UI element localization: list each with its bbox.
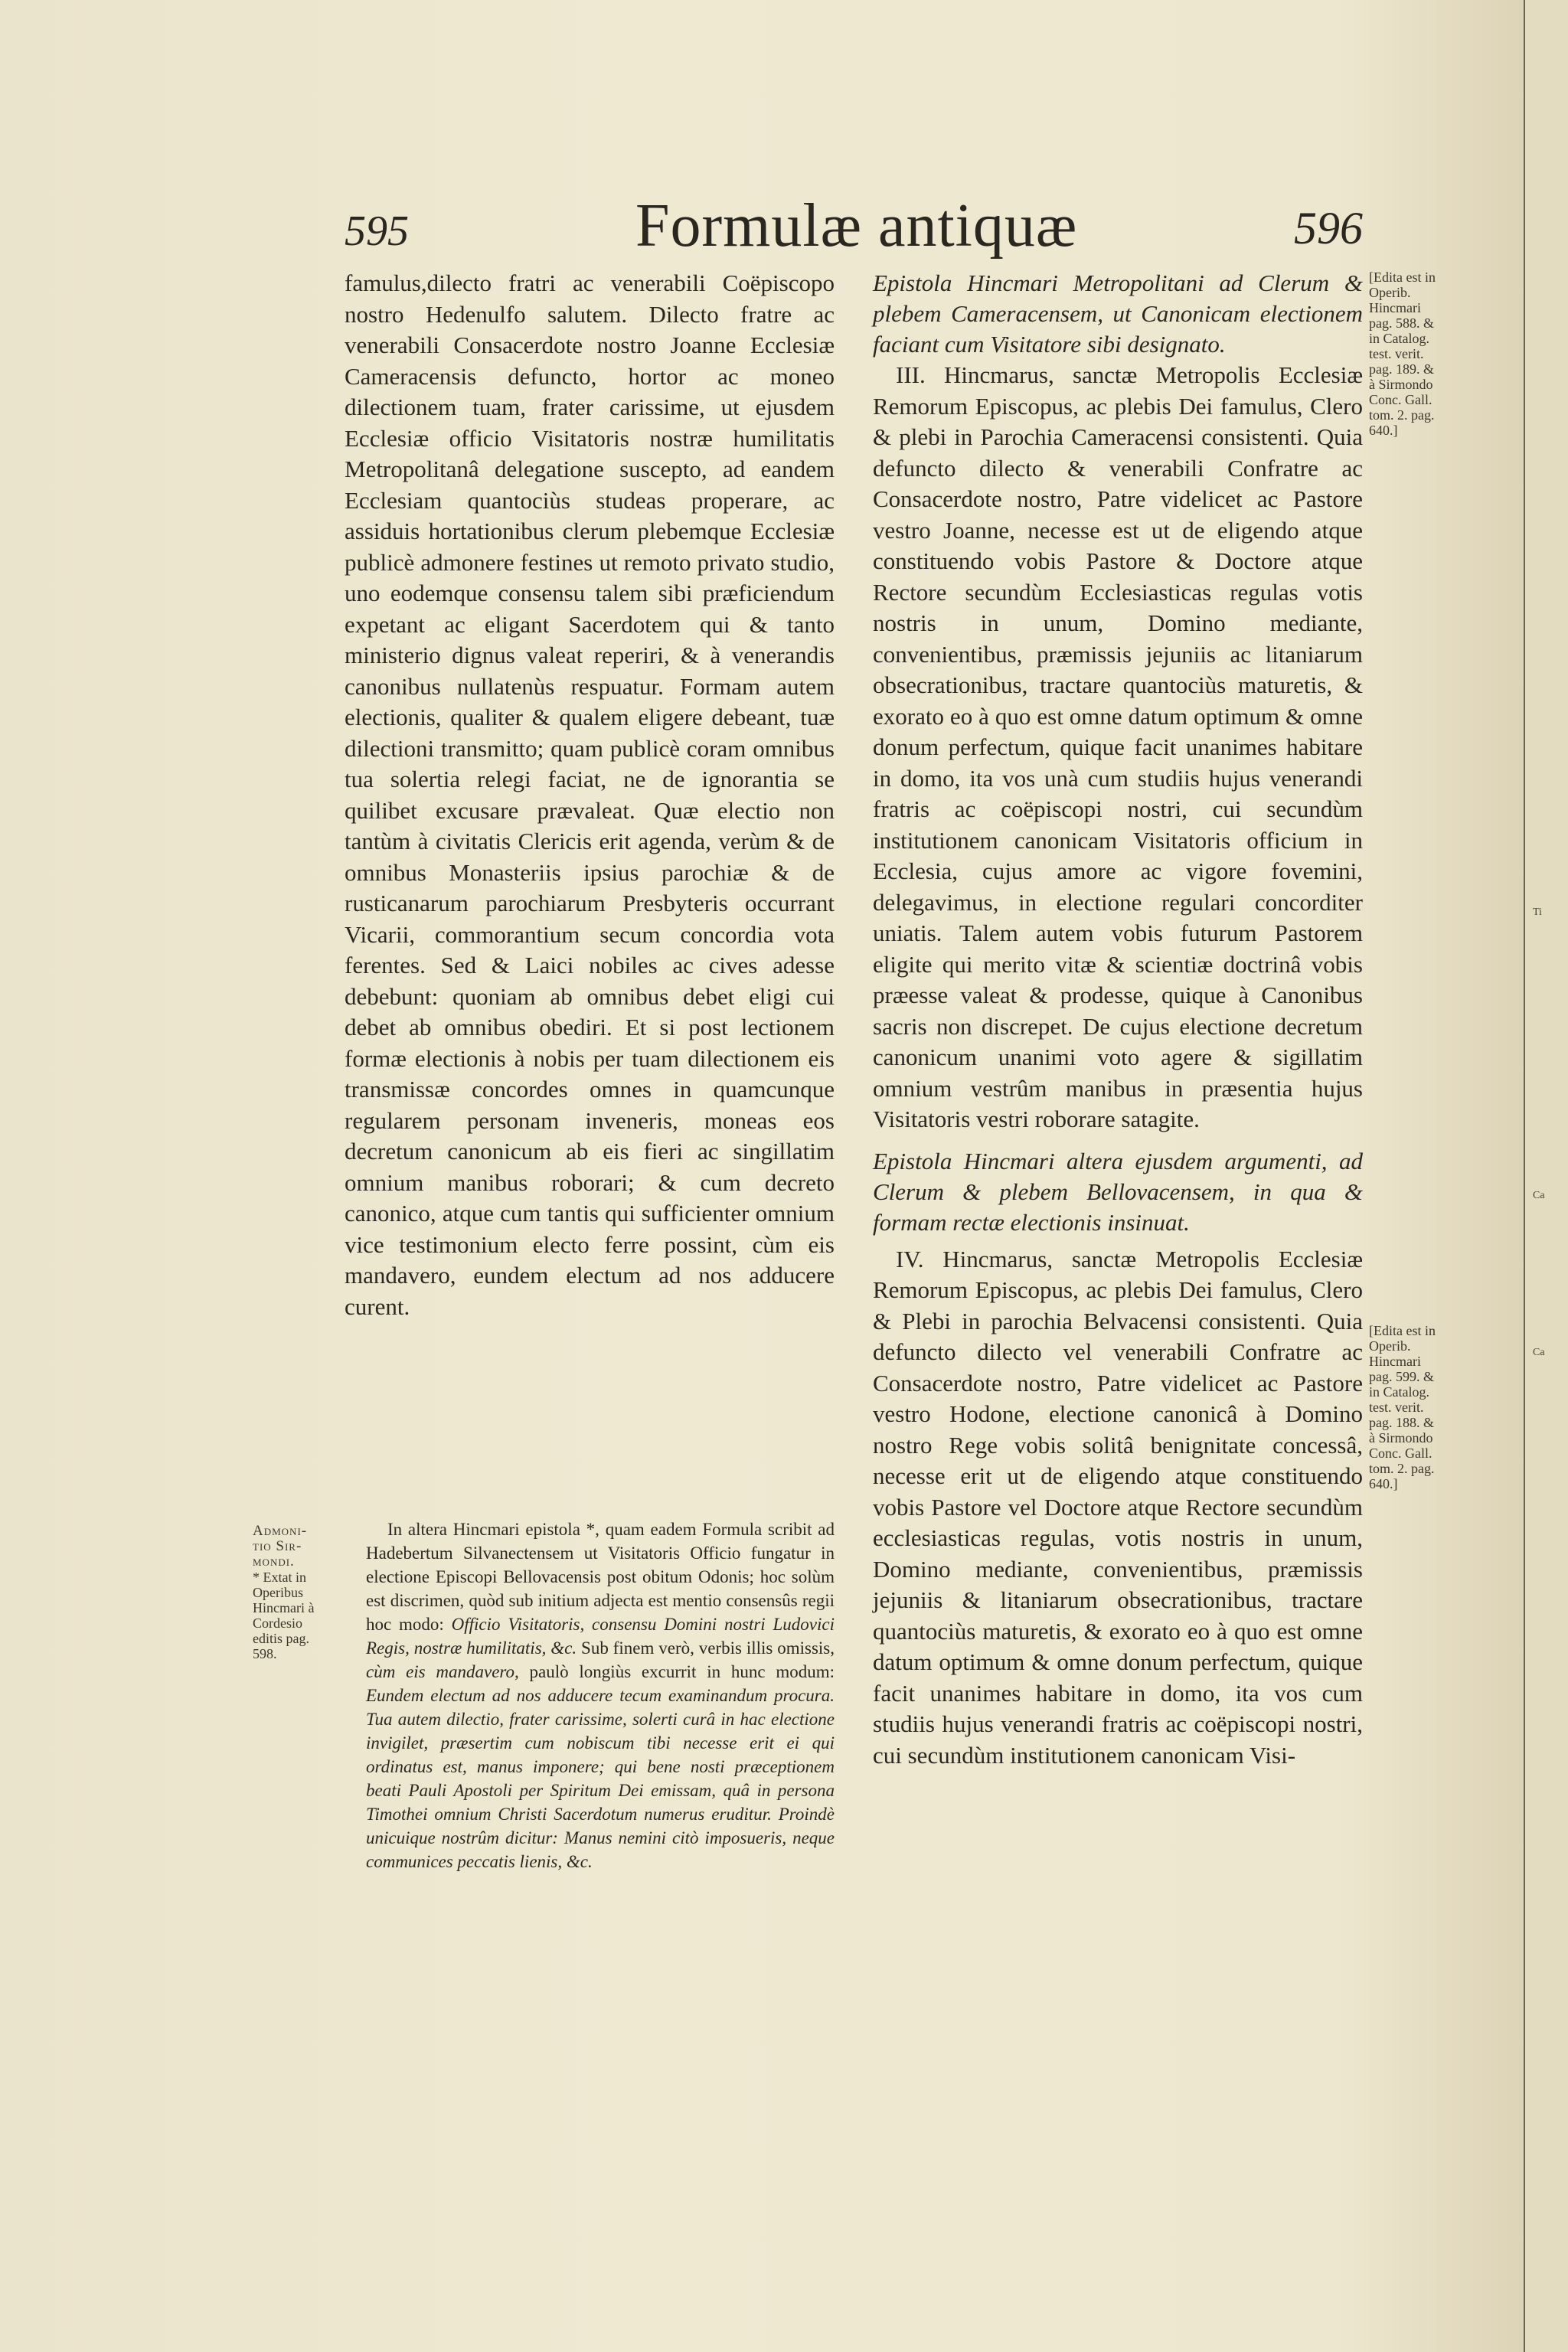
paragraph-number-III: III. — [896, 361, 926, 388]
note-text-1: In altera Hincmari epistola *, quam eadem Formula scribit ad Hadebertum Silvanectensem ut Visitatoris Officio fungatur in electione Episcopi Bellovacensis post obitum Odonis; hoc solùm est discrimen, quòd sub initium adjecta est mentio consensûs regii hoc modo: — [366, 1520, 835, 1634]
margin-heading-line-2: tio Sir- — [253, 1538, 302, 1554]
rubric-epistola-2: Epistola Hincmari altera ejusdem argumenti, ad Clerum & plebem Bellovacensem, in qua & formam rectæ electionis insinuat. — [873, 1147, 1363, 1236]
margin-note-text: * Extat in Operibus Hincmari à Cordesio editis pag. 598. — [253, 1570, 315, 1661]
facing-page-fragment: Ca — [1533, 1347, 1545, 1358]
facing-page-fragment: Ti — [1533, 906, 1542, 918]
right-margin-note-2: [Edita est in Operib. Hincmari pag. 599. & in Catalog. test. verit. pag. 188. & à Sirmondo Conc. Gall. tom. 2. pag. 640.] — [1369, 1323, 1436, 1491]
right-margin-note-1: [Edita est in Operib. Hincmari pag. 588. & in Catalog. test. verit. pag. 189. & à Sirmondo Conc. Gall. tom. 2. pag. 640.] — [1369, 270, 1436, 438]
note-text-3: paulò longiùs excurrit in hunc modum: — [529, 1662, 835, 1681]
note-italic-1: Officio Visitatoris, consensu Domini nostri Ludovici Regis, nostræ humilitatis, &c. — [366, 1615, 835, 1658]
note-text-2: Sub finem verò, verbis illis omissis, — [581, 1638, 835, 1658]
page-number-right: 596 — [1294, 203, 1363, 253]
rubric-epistola-1: Epistola Hincmari Metropolitani ad Clerum & plebem Cameracensem, ut Canonicam electionem faciant cum Visitatore sibi designato. — [873, 270, 1363, 358]
paragraph-III — [873, 360, 1363, 1135]
note-italic-3: Eundem electum ad nos adducere tecum examinandum procura. Tua autem dilectio, frater carissime, solerti curâ in hac electione invigilet, præsertim cum nobiscum tibi necesse erit ei qui ordinatus est, manus imponere; qui bene nosti præceptionem beati Pauli Apostoli per Spiritum Dei emissam, quâ in persona Timothei omnium Christi Sacerdotum numerus eruditur. Proindè unicuique nostrûm dicitur: Manus nemini citò imposueris, neque communices peccatis lienis, &c. — [366, 1686, 835, 1871]
running-title: Formulæ antiquæ — [635, 192, 1078, 260]
left-column — [345, 268, 835, 1322]
margin-heading-line-3: mondi. — [253, 1553, 295, 1570]
paragraph-number-IV: IV. — [896, 1245, 924, 1272]
right-column — [873, 268, 1363, 1771]
page-header — [337, 191, 1378, 260]
left-margin-note — [253, 1524, 329, 1661]
facing-page-fragment: Ca — [1533, 1190, 1545, 1201]
paragraph-IV-text: Hincmarus, sanctæ Metropolis Ecclesiæ Remorum Episcopus, ac plebis Dei famulus, Clero & Plebi in parochia Belvacensi consistenti. Quia defuncto dilecto vel venerabili Confratre ac Consacerdote nostro, Patre videlicet ac Pastore vestro Hodone, electione canonicâ à Domino nostro Rege vobis solitâ benignitate concessâ, necesse erit ut de eligendo atque constituendo vobis Pastore vel Doctore atque Rectore secundùm ecclesiasticas regulas, votis nostris in unum, Domino mediante, convenientibus, præmissis jejuniis & litaniarum obsecrationibus, tractare quantociùs maturetis, & exorato eo à quo est omne datum optimum & omne donum perfectum, quique facit unanimes habitare in domo, ita vos cum studiis hujus venerandi fratris ac coëpiscopi nostri, cui secundùm institutionem canonicam Visi- — [873, 1245, 1364, 1769]
footnote-block — [366, 1517, 835, 1873]
note-italic-2: cùm eis mandavero, — [366, 1662, 519, 1681]
page-number-left: 595 — [345, 207, 409, 255]
facing-page-edge — [1524, 0, 1568, 2352]
left-column-text: famulus,dilecto fratri ac venerabili Coëpiscopo nostro Hedenulfo salutem. Dilecto fratre ac venerabili Consacerdote nostro Joanne Ecclesiæ Cameracensis defuncto, hortor ac moneo dilectionem tuam, frater carissime, ut ejusdem Ecclesiæ officio Visitatoris nostræ humilitatis Metropolitanâ delegatione suscepto, ad eandem Ecclesiam quantociùs studeas properare, ac assiduis hortationibus clerum plebemque Ecclesiæ publicè admonere festines ut remoto privato studio, uno eodemque consensu talem sibi præficiendum expetant ac eligant Sacerdotem qui & tanto ministerio dignus valeat reperiri, & à venerandis canonibus nullatenùs respuatur. Formam autem electionis, qualiter & qualem eligere debeant, tuæ dilectioni transmitto; quam publicè coram omnibus tua solertia relegi faciat, ne de ignorantia se quilibet excusare prævaleat. Quæ electio non tantùm à civitatis Clericis erit agenda, verùm & de omnibus Monasteriis ipsius parochiæ & de rusticanarum parochiarum Presbyteris occurrant Vicarii, commorantium secum concordia vota ferentes. Sed & Laici nobiles ac cives adesse debebunt: quoniam ab omnibus debet eligi cui debet ab omnibus obediri. Et si post lectionem formæ electionis à nobis per tuam dilectionem eis transmissæ concordes omnes in quamcunque regularem personam inveneris, moneas eos decretum canonicum ab eis fieri ac singillatim omnium manibus roborari; & cum decreto canonico, atque cum tantis qui sufficienter omnium vice testimonium electo ferre possint, cùm eis mandavero, eundem electum ad nos adducere curent. — [345, 270, 835, 1320]
paragraph-III-text: Hincmarus, sanctæ Metropolis Ecclesiæ Remorum Episcopus, ac plebis Dei famulus, Clero & plebi in Parochia Cameracensi consistenti. Quia defuncto dilecto & venerabili Confratre ac Consacerdote nostro, Patre videlicet ac Pastore vestro Joanne, necesse est ut de eligendo atque constituendo vobis Pastore & Doctore atque Rectore secundùm Ecclesiasticas regulas votis nostris in unum, Domino mediante, convenientibus, præmissis jejuniis ac litaniarum obsecrationibus, tractare quantociùs maturetis, & exorato eo à quo est omne datum optimum & omne donum perfectum, quique facit unanimes habitare in domo, ita vos unà cum studiis hujus venerandi fratris ac coëpiscopi nostri, cui secundùm institutionem canonicam Visitatoris officium in Ecclesia, cujus amore ac vigore fovemini, delegavimus, in electione regulari concorditer uniatis. Talem autem vobis futurum Pastorem eligite qui merito vitæ & scientiæ doctrinâ vobis præesse valeat & prodesse, quique à Canonibus sacris non discrepet. De cujus electione decretum canonicum unanimi voto agere & sigillatim omnium vestrûm manibus in præsentia hujus Visitatoris vestri roborare satagite. — [873, 361, 1364, 1132]
margin-heading-line-1: Admoni- — [253, 1523, 308, 1539]
paragraph-IV — [873, 1244, 1363, 1772]
